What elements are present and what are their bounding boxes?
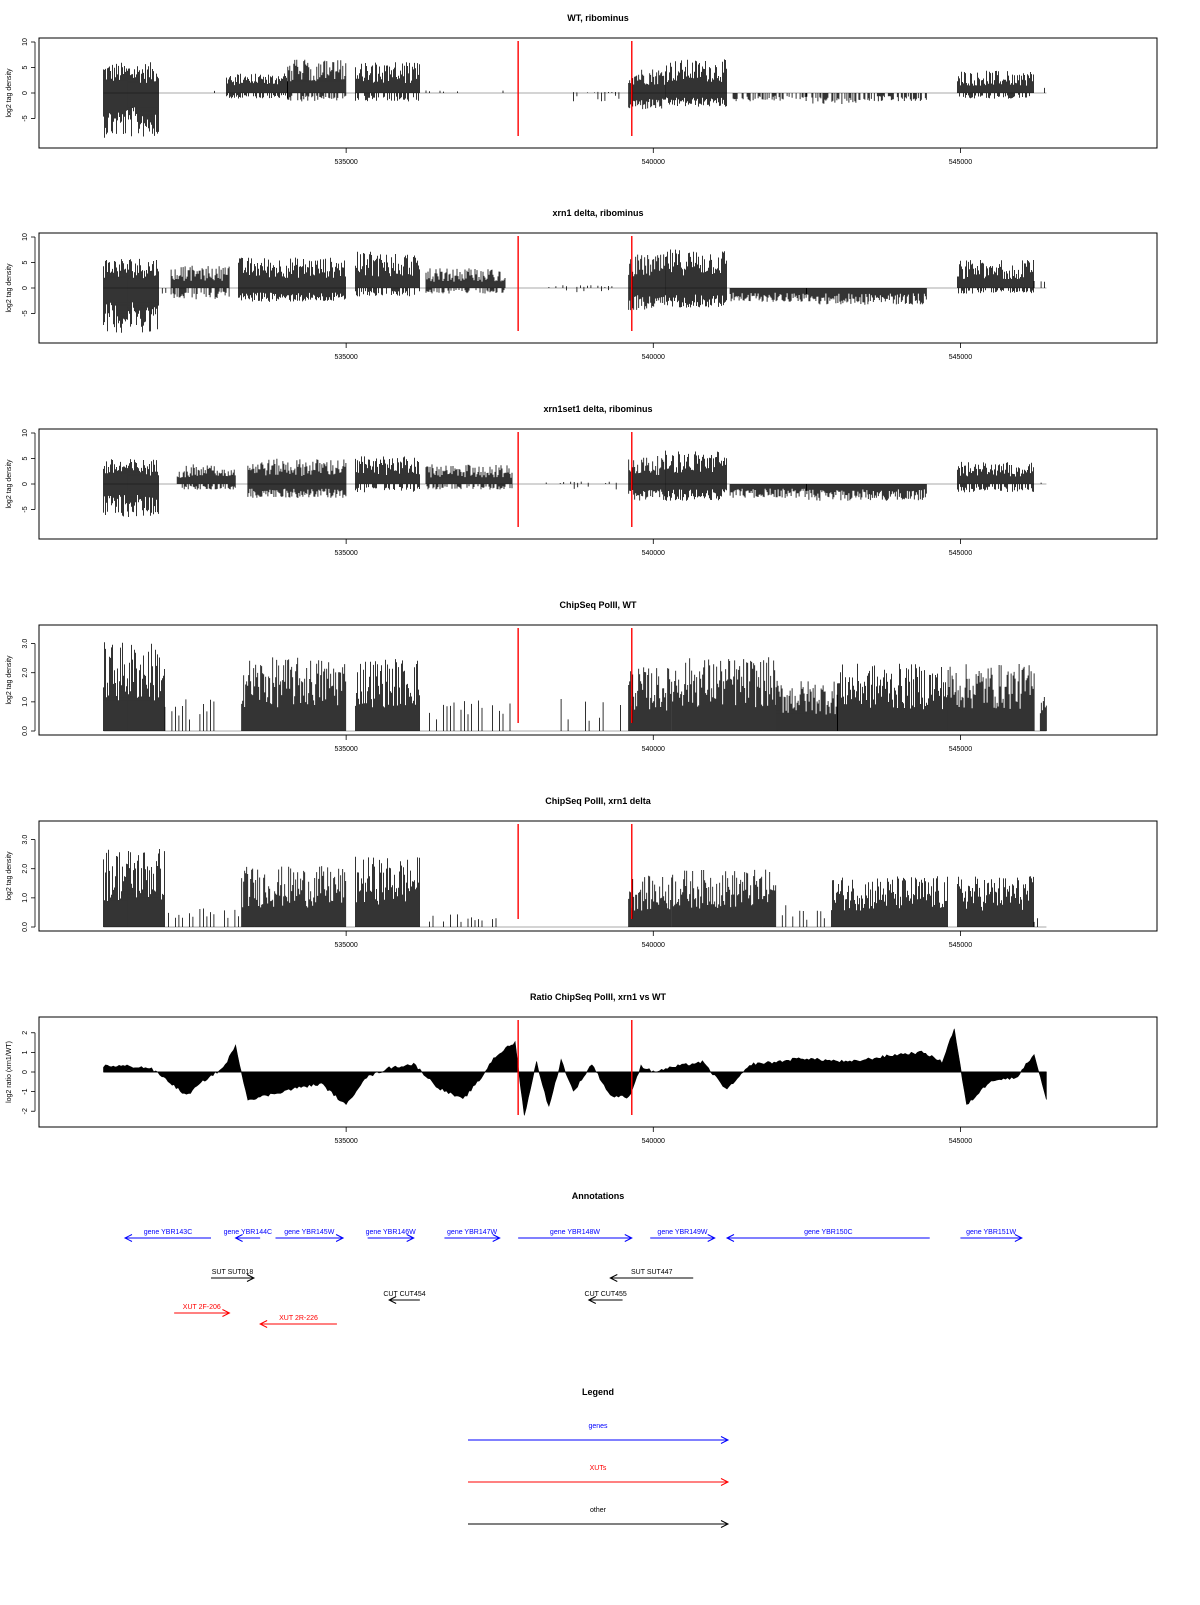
feature-label: XUT 2R-226 <box>279 1315 318 1322</box>
x-axis <box>334 735 972 753</box>
density-bars <box>831 876 947 927</box>
annotation-sut-sut018 <box>211 1269 254 1282</box>
panel-title: Ratio ChipSeq PolII, xrn1 vs WT <box>529 992 667 1002</box>
x-tick-label: 545000 <box>948 354 973 361</box>
y-axis-label: log2 tag density <box>5 655 13 705</box>
y-tick-label: 2.0 <box>21 667 29 678</box>
y-tick-label: 10 <box>21 233 29 241</box>
y-tick-label: 1 <box>21 1050 29 1055</box>
x-tick-label: 545000 <box>948 746 973 753</box>
annotation-cut-cut455 <box>585 1291 627 1304</box>
density-bars <box>426 91 503 94</box>
density-bars <box>239 258 346 302</box>
density-bars <box>838 664 948 731</box>
y-tick-label: 0.0 <box>21 922 29 932</box>
y-tick-label: 10 <box>21 38 29 46</box>
y-tick-label: 1.0 <box>21 892 29 903</box>
x-tick-label: 540000 <box>641 159 665 166</box>
annotation-gene-ybr146w <box>366 1229 416 1242</box>
annotation-gene-ybr143c <box>125 1229 211 1242</box>
legend-entry-genes <box>468 1423 728 1444</box>
annotation-xut-2f-206 <box>174 1304 229 1317</box>
density-bars <box>1040 697 1046 731</box>
panel-4 <box>6 600 1157 753</box>
y-axis <box>6 233 35 317</box>
y-axis <box>6 38 35 122</box>
y-tick-label: -5 <box>21 310 29 317</box>
density-bars <box>776 681 837 731</box>
feature-label: SUT SUT447 <box>631 1269 673 1276</box>
y-tick-label: -5 <box>21 115 29 122</box>
x-tick-label: 540000 <box>641 550 665 557</box>
density-bars <box>776 93 806 101</box>
density-bars <box>171 266 229 300</box>
feature-label: gene YBR145W <box>284 1229 335 1236</box>
density-bars <box>546 482 616 490</box>
density-bars <box>355 62 419 101</box>
density-bars <box>248 459 346 498</box>
panel-title: ChipSeq PolII, WT <box>559 600 637 610</box>
panel-2 <box>6 208 1157 361</box>
y-axis-label: log2 tag density <box>5 263 13 313</box>
annotations-track <box>125 1191 1022 1328</box>
density-bars <box>226 74 287 99</box>
density-bars <box>1034 918 1038 927</box>
feature-label: gene YBR143C <box>143 1229 193 1236</box>
density-bars <box>868 288 926 305</box>
density-bars <box>733 93 775 101</box>
density-bars <box>168 909 238 928</box>
density-bars <box>807 288 868 305</box>
x-tick-label: 545000 <box>948 1138 973 1145</box>
density-bars <box>426 268 505 293</box>
density-bars <box>948 664 1034 731</box>
x-axis <box>334 539 972 557</box>
x-tick-label: 545000 <box>948 159 973 166</box>
panel-title: xrn1 delta, ribominus <box>552 208 644 218</box>
density-bars <box>868 484 926 501</box>
x-tick-label: 535000 <box>334 746 358 753</box>
legend-entry-XUTs <box>468 1465 728 1486</box>
x-tick-label: 535000 <box>334 1138 358 1145</box>
y-axis-label: log2 ratio (xrn1/WT) <box>5 1041 13 1103</box>
density-bars <box>666 250 727 308</box>
annotation-cut-cut454 <box>383 1291 425 1304</box>
density-bars <box>957 71 1033 99</box>
density-bars <box>957 260 1033 294</box>
annotation-xut-2r-226 <box>260 1315 337 1328</box>
density-bars <box>666 59 727 106</box>
y-tick-label: -5 <box>21 506 29 513</box>
y-tick-label: 1.0 <box>21 696 29 707</box>
feature-label: gene YBR151W <box>966 1229 1017 1236</box>
annotation-gene-ybr147w <box>444 1229 499 1242</box>
x-tick-label: 535000 <box>334 159 358 166</box>
x-axis <box>334 931 972 949</box>
annotation-gene-ybr144c <box>224 1229 273 1242</box>
y-axis-label: log2 tag density <box>5 459 13 509</box>
density-bars <box>957 876 1033 927</box>
density-bars <box>430 701 511 732</box>
legend-label: genes <box>588 1423 608 1430</box>
y-tick-label: 0 <box>21 91 29 95</box>
x-axis <box>334 148 972 166</box>
series-data <box>104 849 1047 927</box>
x-axis <box>334 1127 972 1145</box>
series-data <box>104 1029 1047 1116</box>
panel-6 <box>6 992 1157 1145</box>
y-axis-label: log2 tag density <box>5 851 13 901</box>
density-bars <box>104 642 165 731</box>
density-bars <box>629 667 671 731</box>
y-axis-label: log2 tag density <box>5 68 13 118</box>
y-axis <box>6 1031 35 1115</box>
annotations-title: Annotations <box>571 1191 625 1201</box>
y-tick-label: 0 <box>21 1070 29 1074</box>
y-tick-label: 2.0 <box>21 863 29 874</box>
feature-label: gene YBR150C <box>804 1229 853 1236</box>
y-axis <box>6 639 35 736</box>
y-tick-label: 5 <box>21 65 29 70</box>
feature-label: gene YBR144C <box>223 1229 273 1236</box>
legend <box>468 1387 728 1528</box>
x-tick-label: 540000 <box>641 942 665 949</box>
annotation-gene-ybr149w <box>650 1229 715 1242</box>
density-bars <box>288 60 346 102</box>
annotation-sut-sut447 <box>610 1269 693 1282</box>
density-bars <box>242 866 346 927</box>
x-tick-label: 535000 <box>334 550 358 557</box>
y-tick-label: -2 <box>21 1108 29 1115</box>
density-bars <box>355 252 419 297</box>
feature-label: CUT CUT455 <box>584 1291 627 1298</box>
x-tick-label: 535000 <box>334 354 358 361</box>
x-tick-label: 540000 <box>641 746 665 753</box>
density-bars <box>782 905 824 927</box>
y-tick-label: 0 <box>21 482 29 486</box>
density-bars <box>666 451 727 501</box>
density-bars <box>1034 281 1045 288</box>
density-bars <box>430 914 497 927</box>
density-bars <box>868 93 926 101</box>
density-bars <box>561 699 621 731</box>
density-bars <box>807 484 868 501</box>
y-axis <box>6 429 35 513</box>
y-tick-label: 5 <box>21 260 29 265</box>
density-bars <box>672 870 776 927</box>
y-tick-label: 0.0 <box>21 726 29 736</box>
density-bars <box>355 456 419 492</box>
y-tick-label: 5 <box>21 456 29 461</box>
y-tick-label: 3.0 <box>21 834 29 845</box>
density-bars <box>104 259 159 333</box>
y-tick-label: 2 <box>21 1030 29 1035</box>
panel-3 <box>6 404 1157 557</box>
feature-label: SUT SUT018 <box>211 1269 254 1276</box>
density-bars <box>162 288 166 294</box>
annotation-gene-ybr151w <box>960 1229 1021 1242</box>
annotation-gene-ybr145w <box>276 1229 344 1242</box>
y-tick-label: -1 <box>21 1088 29 1095</box>
legend-label: other <box>590 1507 606 1514</box>
feature-label: XUT 2F-206 <box>182 1304 221 1311</box>
density-bars <box>629 254 665 310</box>
feature-label: gene YBR146W <box>365 1229 416 1236</box>
legend-entry-other <box>468 1507 728 1528</box>
annotation-gene-ybr148w <box>518 1229 632 1242</box>
y-tick-label: 3.0 <box>21 638 29 649</box>
density-bars <box>242 657 346 731</box>
panel-5 <box>6 796 1157 949</box>
density-bars <box>629 456 665 501</box>
y-tick-label: 0 <box>21 286 29 290</box>
density-bars <box>730 288 806 302</box>
density-bars <box>807 93 868 104</box>
feature-label: gene YBR148W <box>549 1229 601 1236</box>
series-data <box>104 250 1047 333</box>
x-tick-label: 540000 <box>641 354 665 361</box>
density-bars <box>355 659 419 731</box>
density-bars <box>426 464 512 489</box>
x-tick-label: 545000 <box>948 550 973 557</box>
x-tick-label: 540000 <box>641 1138 665 1145</box>
x-axis <box>334 343 972 361</box>
panel-1 <box>6 13 1157 166</box>
density-bars <box>104 459 159 517</box>
density-bars <box>104 849 165 927</box>
annotation-gene-ybr150c <box>727 1229 930 1242</box>
series-data <box>104 451 1047 517</box>
panel-title: WT, ribominus <box>567 13 629 23</box>
legend-title: Legend <box>581 1387 615 1397</box>
feature-label: gene YBR149W <box>657 1229 708 1236</box>
y-tick-label: 10 <box>21 429 29 437</box>
feature-label: gene YBR147W <box>447 1229 498 1236</box>
density-bars <box>549 285 612 292</box>
feature-label: CUT CUT454 <box>383 1291 426 1298</box>
density-bars <box>165 699 214 731</box>
density-bars <box>355 857 419 927</box>
density-bars <box>730 484 806 498</box>
panel-title: ChipSeq PolII, xrn1 delta <box>545 796 651 806</box>
x-tick-label: 535000 <box>334 942 358 949</box>
series-data <box>104 642 1047 731</box>
density-bars <box>177 464 235 489</box>
density-bars <box>672 657 776 731</box>
density-bars <box>629 70 665 110</box>
density-bars <box>629 876 671 927</box>
panel-title: xrn1set1 delta, ribominus <box>543 404 653 414</box>
legend-label: XUTs <box>589 1465 607 1472</box>
density-bars <box>104 62 159 138</box>
density-bars <box>957 462 1033 492</box>
series-data <box>104 59 1047 137</box>
x-tick-label: 545000 <box>948 942 973 949</box>
y-axis <box>6 835 35 932</box>
